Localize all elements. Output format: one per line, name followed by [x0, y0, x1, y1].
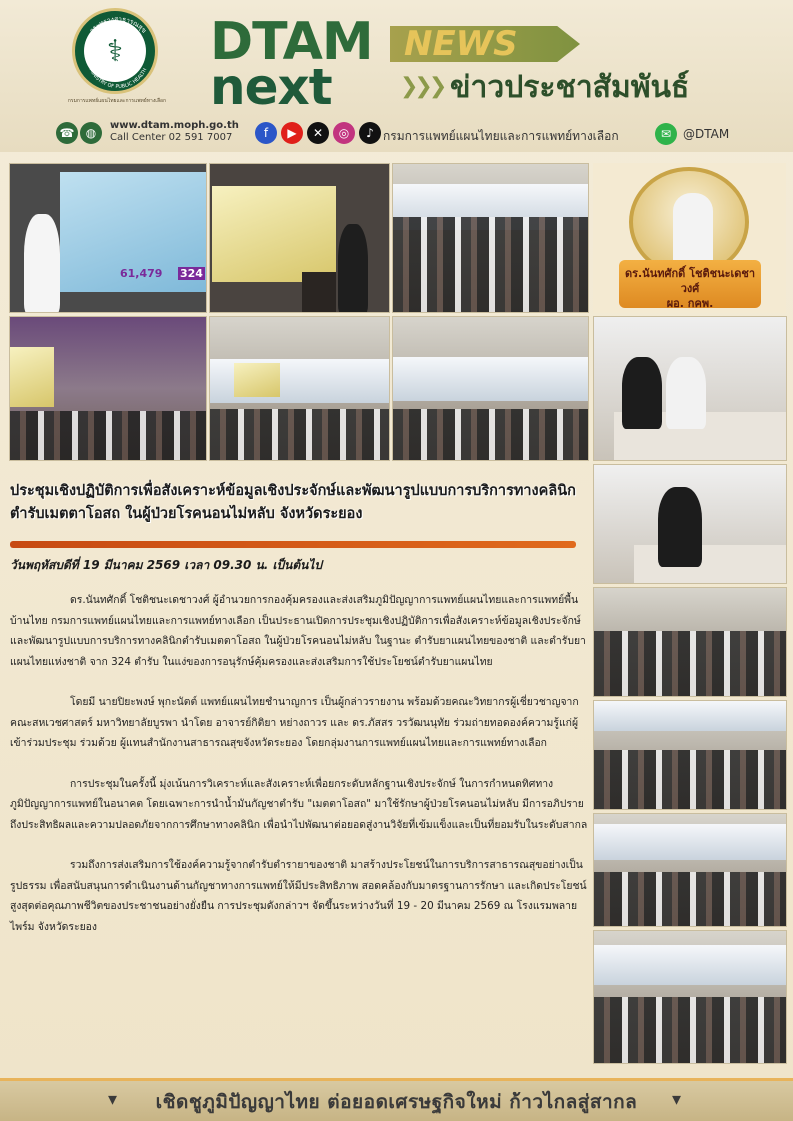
presenter-figure	[338, 224, 368, 313]
director-card	[593, 163, 786, 313]
speaker-figure	[24, 214, 60, 313]
line-icon[interactable]: ✉	[655, 123, 677, 145]
dept-name-bar: กรมการแพทย์แผนไทยและการแพทย์ทางเลือก	[383, 129, 619, 143]
photo-speaker-slide	[9, 163, 207, 313]
article-paragraph: การประชุมในครั้งนี้ มุ่งเน้นการวิเคราะห์และสังเคราะห์เพื่อยกระดับหลักฐานเชิงประจักษ์ ในการกำหนดทิศทางภูมิปัญญาการแพทย์ในอนาคต โดยเฉพาะการนำน้ำมันกัญชาตำรับ "เมตตาโอสถ" มาใช้รักษาผู้ป่วยโรคนอนไม่หลับ มีการอภิปรายถึงประสิทธิผลและความปลอดภัยจากการศึกษาทางคลินิก เพื่อนำไปพัฒนาต่อยอดสู่งานวิจัยที่เข้มแข็งและเป็นที่ยอมรับในระดับสากล	[10, 777, 588, 831]
presentation-slide	[212, 186, 336, 282]
presentation-slide	[60, 172, 206, 292]
article-title: ประชุมเชิงปฏิบัติการเพื่อสังเคราะห์ข้อมูลเชิงประจักษ์และพัฒนารูปแบบการบริการทางคลินิกตำรับเมตตาโอสถ ในผู้ป่วยโรคนอนไม่หลับ จังหวัดระยอง	[10, 483, 576, 522]
youtube-icon[interactable]: ▶	[281, 122, 303, 144]
article-body	[10, 590, 590, 937]
group-people	[393, 217, 588, 312]
photo-meeting-room-3	[392, 316, 589, 461]
website-text[interactable]: www.dtam.moph.go.th	[110, 120, 239, 131]
photo-group-standing	[392, 163, 589, 313]
article-date: วันพฤหัสบดีที่ 19 มีนาคม 2569 เวลา 09.30 น. เป็นต้นไป	[10, 558, 323, 572]
footer-slogan: เชิดชูภูมิปัญญาไทย ต่อยอดเศรษฐกิจใหม่ ก้าวไกลสู่สากล	[155, 1091, 638, 1113]
slide-number-left: 61,479	[120, 267, 163, 280]
call-center-text: Call Center 02 591 7007	[110, 132, 233, 143]
photo-participants-1	[593, 316, 787, 461]
contact-info	[110, 120, 239, 144]
svg-text:กระทรวงสาธารณสุข: กระทรวงสาธารณสุข	[87, 14, 149, 35]
footer-banner	[0, 1078, 793, 1121]
caduceus-icon: ⚕	[84, 20, 146, 82]
article-paragraph: ดร.นันทศักดิ์ โชติชนะเดชาวงศ์ ผู้อำนวยการกองคุ้มครองและส่งเสริมภูมิปัญญาการแพทย์แผนไทยและการแพทย์พื้นบ้านไทย กรมการแพทย์แผนไทยและการแพทย์ทางเลือก เป็นประธานเปิดการประชุมเชิงปฏิบัติการเพื่อสังเคราะห์ข้อมูลเชิงประจักษ์และพัฒนารูปแบบการบริการทางคลินิกตำรับเมตตาโอสถ ในผู้ป่วยโรคนอนไม่หลับ ในฐานะ ตำรับยาแผนไทยของชาติ และตำรับยาแผนไทยแห่งชาติ จาก 324 ตำรับ ในแง่ของการอนุรักษ์คุ้มครองและส่งเสริมการใช้ประโยชน์ตำรับยาแผนไทย	[10, 594, 586, 668]
podium	[302, 272, 336, 313]
dept-name-small: กรมการแพทย์แผนไทยและการแพทย์ทางเลือก	[67, 98, 167, 104]
photo-participants-5	[593, 813, 787, 927]
ministry-seal-logo	[72, 8, 158, 94]
chevron-down-icon: ▾	[108, 1089, 118, 1110]
article-paragraph: รวมถึงการส่งเสริมการใช้องค์ความรู้จากตำรับตำรายาของชาติ มาสร้างประโยชน์ในการบริการสาธารณสุขอย่างเป็นรูปธรรม เพื่อสนับสนุนการดำเนินงานด้านกัญชาทางการแพทย์ให้มีประสิทธิภาพ สอดคล้องกับมาตรฐานการรักษา และเกิดประโยชน์สูงสุดต่อคุณภาพชีวิตของประชาชนอย่างยั่งยืน การประชุมดังกล่าวฯ จัดขึ้นระหว่างวันที่ 19 - 20 มีนาคม 2569 ณ โรงแรมพลายไพร์ม จังหวัดระยอง	[10, 859, 587, 933]
chevron-down-icon: ▾	[672, 1089, 682, 1110]
globe-icon: ◍	[80, 122, 102, 144]
phone-icon: ☎	[56, 122, 78, 144]
facebook-icon[interactable]: f	[255, 122, 277, 144]
svg-text:MINISTRY OF PUBLIC HEALTH: MINISTRY OF PUBLIC HEALTH	[87, 67, 149, 91]
photo-meeting-room-2	[209, 316, 390, 461]
brand-next: next	[210, 58, 332, 116]
photo-presenter-podium	[209, 163, 390, 313]
article-paragraph: โดยมี นายปิยะพงษ์ พุกะนัตต์ แพทย์แผนไทยชำนาญการ เป็นผู้กล่าวรายงาน พร้อมด้วยคณะวิทยากรผู้เชี่ยวชาญจากคณะสหเวชศาสตร์ มหาวิทยาลัยบูรพา นำโดย อาจารย์กิติยา หย่างถาวร และ ดร.ภัสสร วรวัฒนนุทัย ร่วมถ่ายทอดองค์ความรู้แก่ผู้เข้าร่วมประชุม ร่วมด้วย ผู้แทนสำนักงานสาธารณสุขจังหวัดระยอง โดยกลุ่มงานการแพทย์แผนไทยและการแพทย์ทางเลือก	[10, 696, 579, 749]
director-name-box	[619, 260, 761, 308]
director-title: ผอ. กคพ.	[666, 297, 714, 310]
instagram-icon[interactable]: ◎	[333, 122, 355, 144]
slide-number-right: 324	[180, 267, 203, 280]
chevron-arrows-icon: ❯❯❯	[400, 74, 444, 99]
news-label-th: ข่าวประชาสัมพันธ์	[450, 70, 690, 105]
line-handle[interactable]: @DTAM	[683, 127, 730, 141]
photo-participants-4	[593, 700, 787, 810]
header-banner	[0, 0, 793, 152]
photo-participants-6	[593, 930, 787, 1064]
photo-participants-3	[593, 587, 787, 697]
title-divider	[10, 541, 576, 548]
contact-strip	[0, 116, 793, 150]
photo-participants-2	[593, 464, 787, 584]
brand-news: NEWS	[404, 24, 518, 64]
x-icon[interactable]: ✕	[307, 122, 329, 144]
director-name: ดร.นันทศักดิ์ โชติชนะเดชาวงศ์	[624, 267, 756, 295]
tiktok-icon[interactable]: ♪	[359, 122, 381, 144]
photo-meeting-room-1	[9, 316, 207, 461]
seal-ring-text	[75, 11, 161, 97]
brand-dtam: DTAM	[210, 12, 373, 72]
